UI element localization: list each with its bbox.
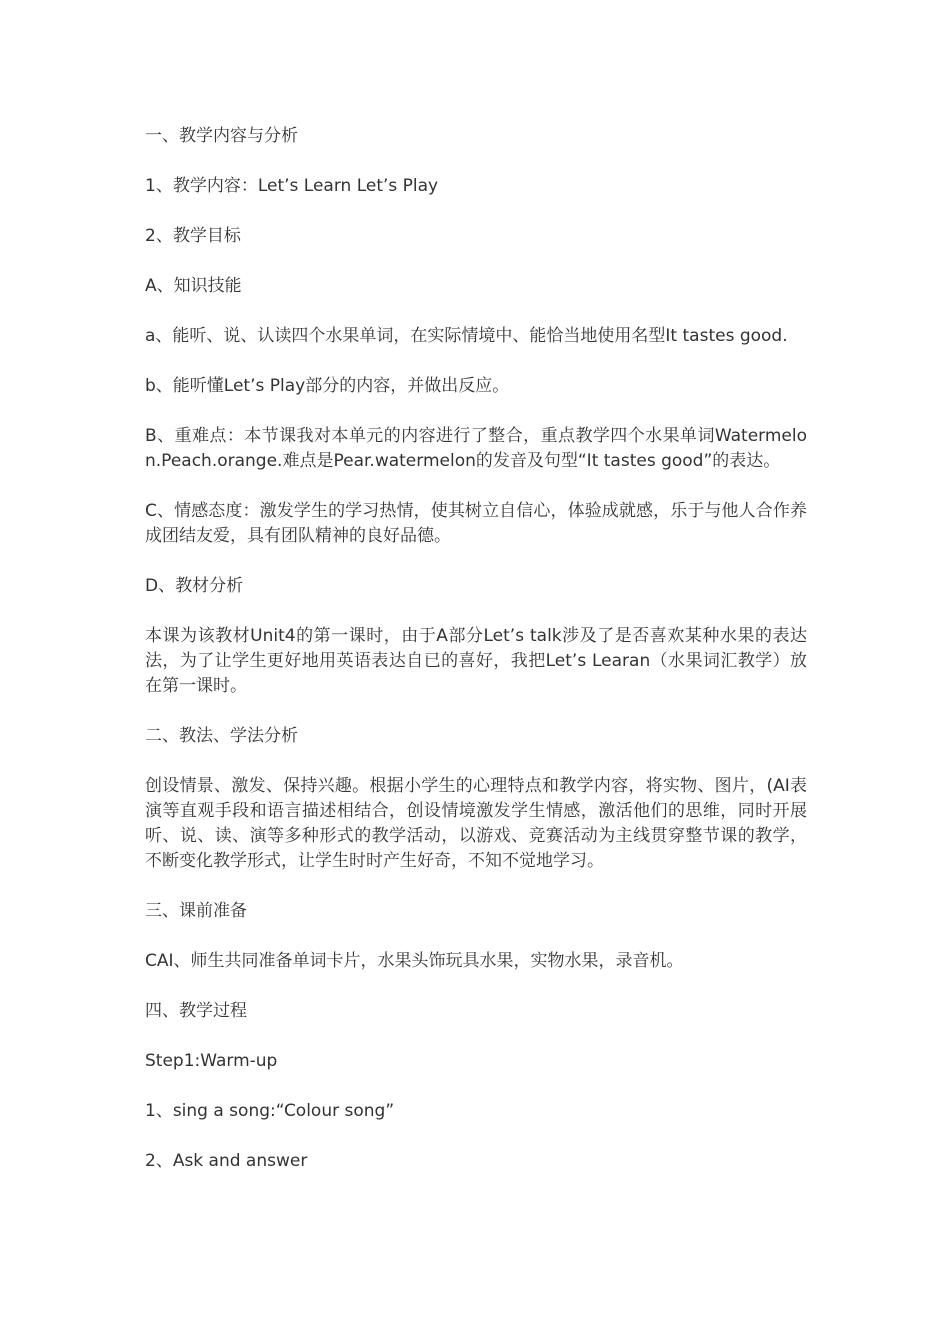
teaching-objectives-heading: 2、教学目标 — [145, 226, 241, 246]
knowledge-skills-heading: A、知识技能 — [145, 276, 242, 296]
preparation-paragraph: CAI、师生共同准备单词卡片，水果头饰玩具水果，实物水果，录音机。 — [145, 951, 684, 971]
step1-heading: Step1:Warm-up — [145, 1051, 278, 1071]
section-heading-teaching-content: 一、教学内容与分析 — [145, 126, 298, 146]
section-heading-methods: 二、教法、学法分析 — [145, 726, 298, 746]
methods-paragraph: 创设情景、激发、保持兴趣。根据小学生的心理特点和教学内容，将实物、图片，(AI表演等直观手段和语言描述相结合，创设情境激发学生情感，激活他们的思维，同时开展听、说、读、演等多种形式的教学活动，以游戏、竞赛活动为主线贯穿整节课的教学，不断变化教学形式，让学生时时产生好奇，不知不觉地学习。 — [145, 776, 807, 871]
section-heading-process: 四、教学过程 — [145, 1001, 247, 1021]
document-body — [145, 124, 807, 1174]
textbook-analysis-paragraph: 本课为该教材Unit4的第一课时，由于A部分Let’s talk涉及了是否喜欢某种水果的表达法，为了让学生更好地用英语表达自已的喜好，我把Let’s Learan（水果词汇教学）放在第一课时。 — [145, 626, 807, 696]
objective-a-paragraph: a、能听、说、认读四个水果单词，在实际情境中、能恰当地使用名型It tastes good. — [145, 326, 788, 346]
section-heading-preparation: 三、课前准备 — [145, 901, 247, 921]
teaching-content-item: 1、教学内容：Let’s Learn Let’s Play — [145, 176, 439, 196]
step1-item-1: 1、sing a song:“Colour song” — [145, 1101, 395, 1121]
emotional-attitude-paragraph: C、情感态度：激发学生的学习热情，使其树立自信心，体验成就感，乐于与他人合作养成团结友爱，具有团队精神的良好品德。 — [145, 501, 807, 546]
objective-b-paragraph: b、能听懂Let’s Play部分的内容，并做出反应。 — [145, 376, 510, 396]
key-points-paragraph: B、重难点：本节课我对本单元的内容进行了整合，重点教学四个水果单词Watermelon.Peach.orange.难点是Pear.watermelon的发音及句型“It tastes good”的表达。 — [145, 426, 807, 471]
step1-item-2: 2、Ask and answer — [145, 1151, 308, 1171]
textbook-analysis-heading: D、教材分析 — [145, 576, 244, 596]
